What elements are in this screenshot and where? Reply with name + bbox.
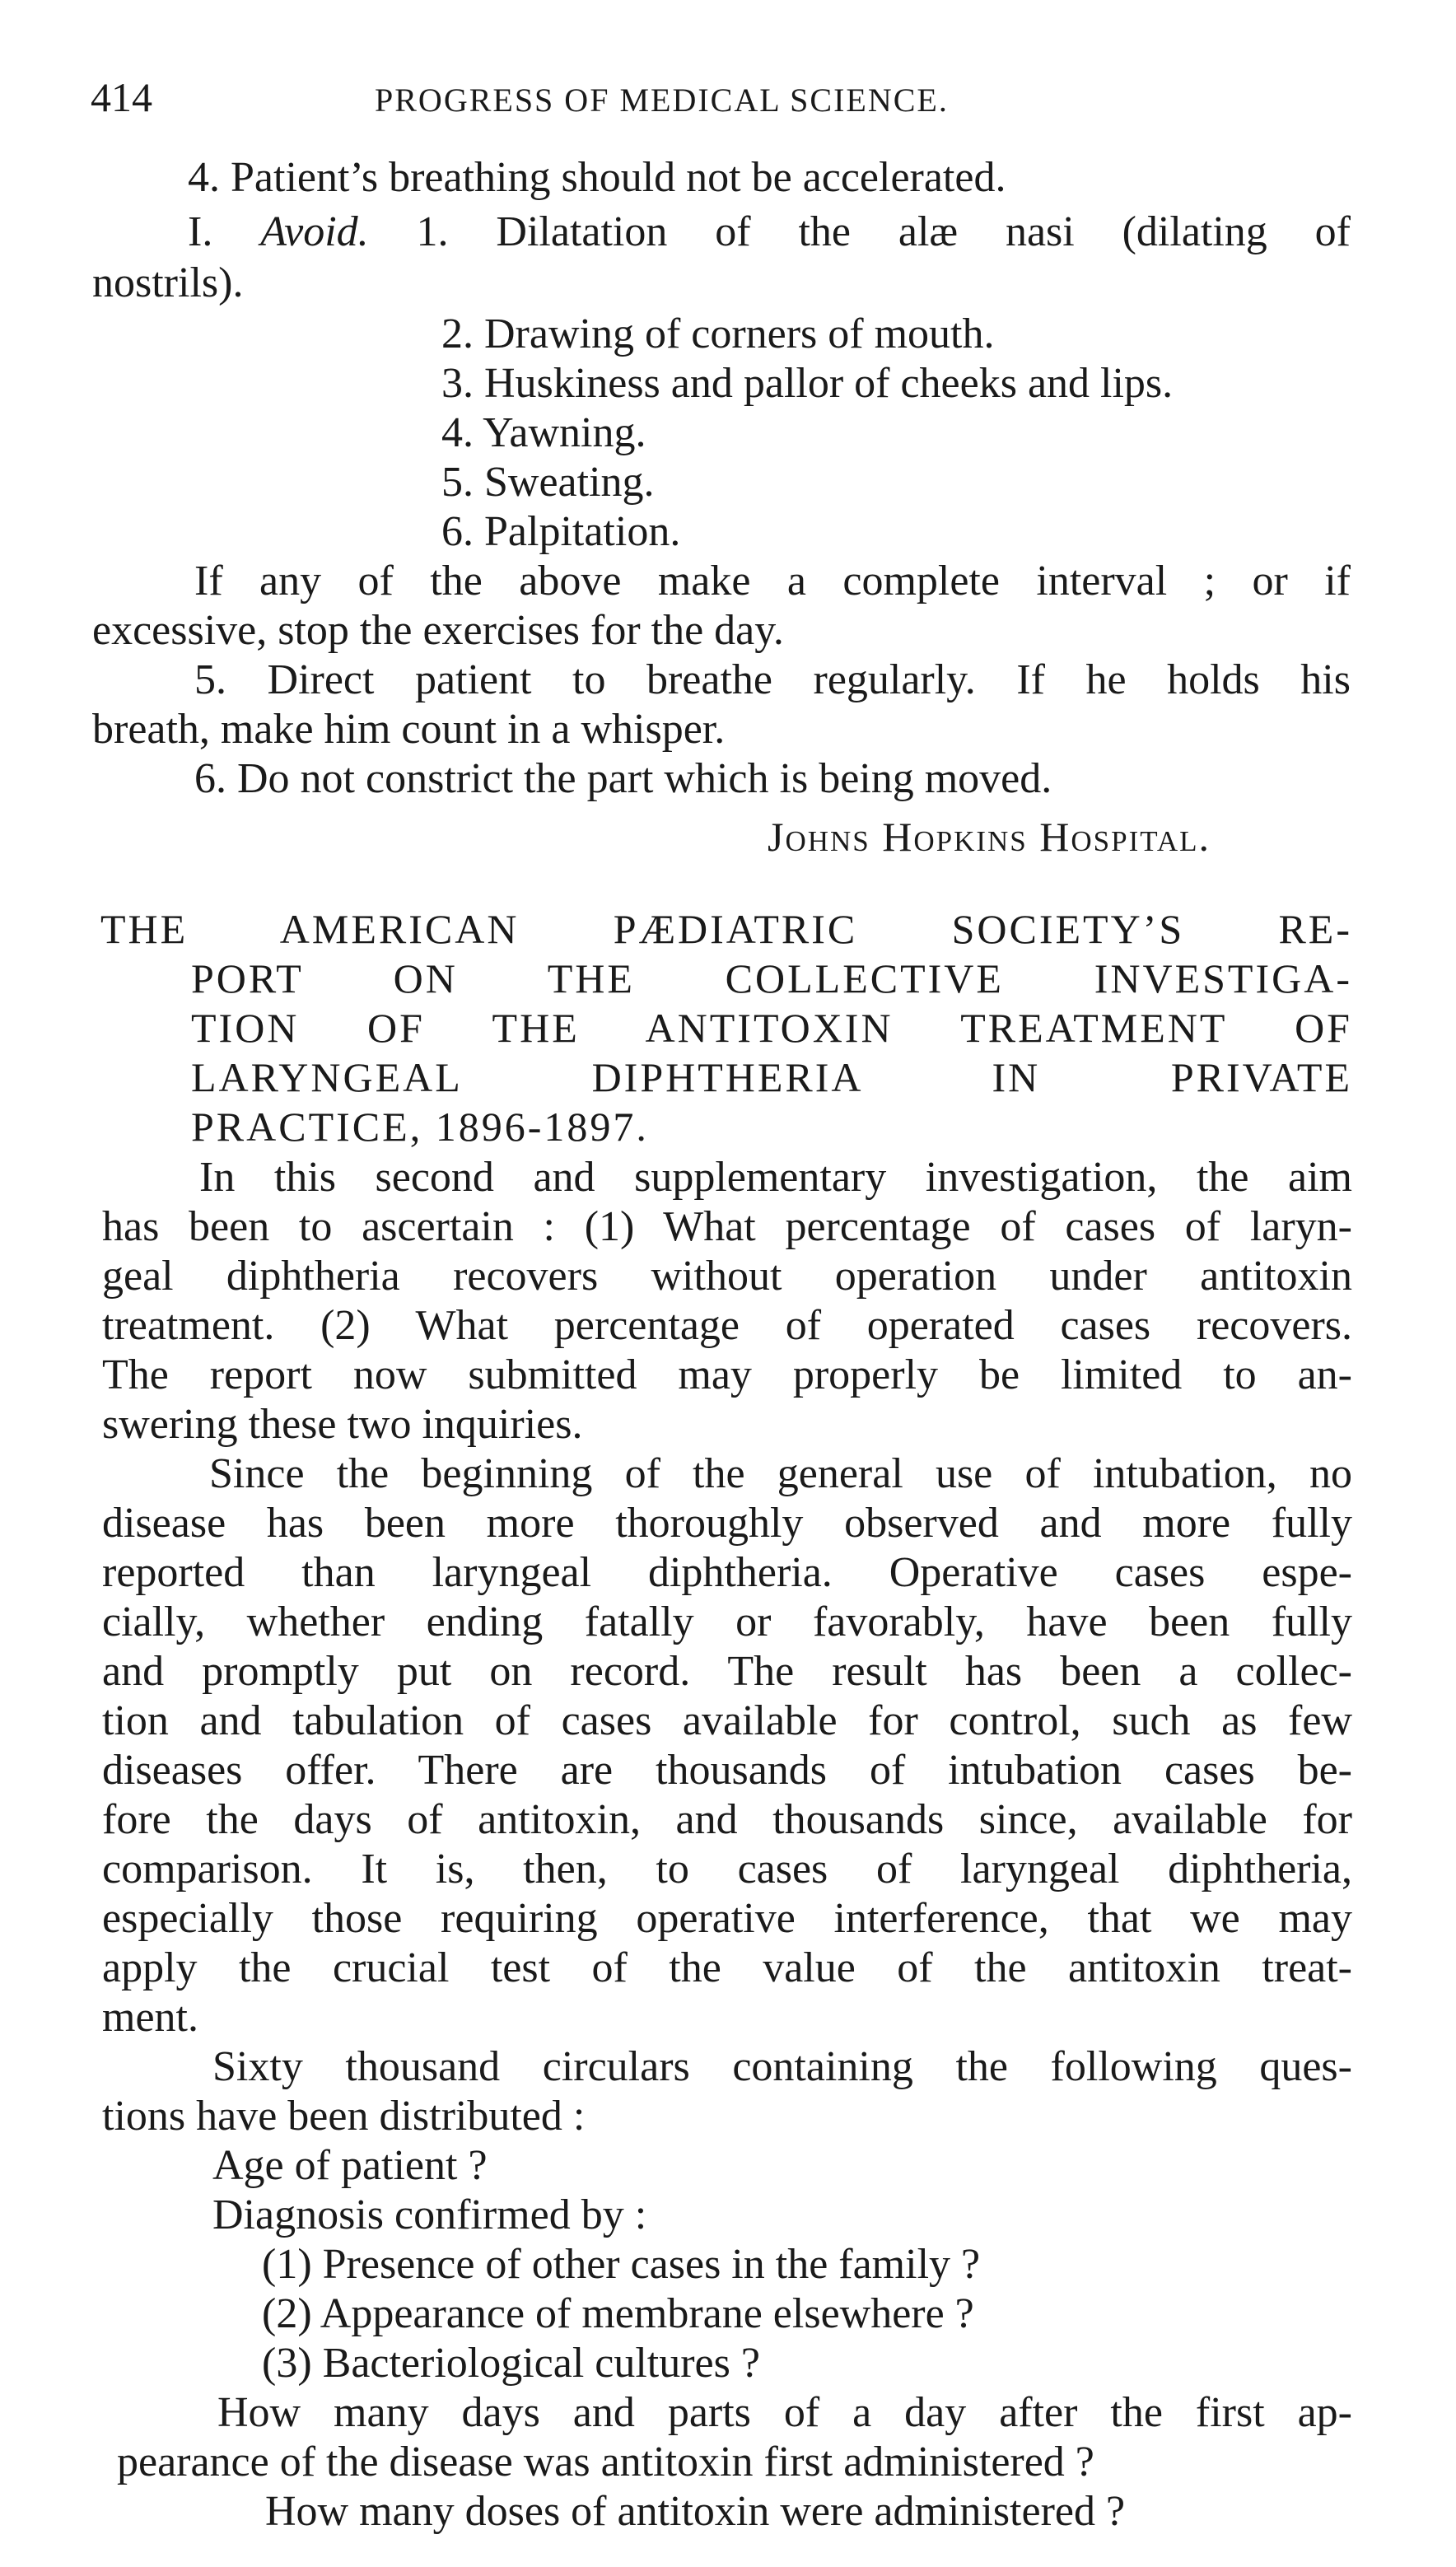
avoid-line (188, 208, 1351, 257)
paragraph-2-line: ment. (102, 1994, 198, 2041)
avoid-item: 3. Huskiness and pallor of cheeks and lips. (441, 360, 1174, 407)
question-age: Age of patient ? (212, 2142, 488, 2189)
paragraph-2-line: and promptly put on record. The result has been a collec- (102, 1648, 1352, 1695)
paragraph-1-line: The report now submitted may properly be limited to an- (102, 1351, 1352, 1398)
interval-note-line-1: If any of the above make a complete interval ; or if (194, 558, 1351, 604)
paragraph-2-line: disease has been more thoroughly observed and more fully (102, 1500, 1352, 1547)
avoid-item: 4. Yawning. (441, 409, 646, 456)
paragraph-2-line: tion and tabulation of cases available for control, such as few (102, 1697, 1352, 1744)
rule-5-line-1: 5. Direct patient to breathe regularly. If he holds his (194, 656, 1351, 703)
question-days-line-2: pearance of the disease was antitoxin first administered ? (117, 2439, 1094, 2485)
article-title-line: THE AMERICAN PÆDIATRIC SOCIETY’S RE- (100, 906, 1352, 952)
paragraph-2-line: reported than laryngeal diphtheria. Operative cases espe- (102, 1549, 1352, 1596)
rule-5-line-2: breath, make him count in a whisper. (92, 706, 726, 753)
diagnosis-item: (2) Appearance of membrane elsewhere ? (262, 2290, 974, 2337)
article-title-line: PORT ON THE COLLECTIVE INVESTIGA- (191, 955, 1352, 1001)
avoid-item-1-continued: nostrils). (92, 259, 244, 306)
interval-note-line-2: excessive, stop the exercises for the day. (92, 607, 784, 654)
avoid-prefix: I. (188, 208, 213, 255)
paragraph-2-line: especially those requiring operative interference, that we may (102, 1895, 1352, 1942)
rule-6: 6. Do not constrict the part which is being moved. (194, 755, 1052, 802)
paragraph-2-line: cially, whether ending fatally or favorably, have been fully (102, 1599, 1352, 1645)
paragraph-2-line: diseases offer. There are thousands of intubation cases be- (102, 1747, 1352, 1794)
avoid-item-1: 1. Dilatation of the alæ nasi (dilating of (416, 208, 1351, 255)
paragraph-2-line: fore the days of antitoxin, and thousands since, available for (102, 1796, 1352, 1843)
page-header (91, 72, 1357, 122)
paragraph-3-line: tions have been distributed : (102, 2093, 586, 2140)
paragraph-1-line: geal diphtheria recovers without operation under antitoxin (102, 1253, 1352, 1300)
diagnosis-item: (1) Presence of other cases in the family ? (262, 2241, 981, 2288)
running-head: PROGRESS OF MEDICAL SCIENCE. (375, 82, 949, 119)
question-doses: How many doses of antitoxin were administered ? (265, 2488, 1126, 2535)
paragraph-1-line: treatment. (2) What percentage of operated cases recovers. (102, 1302, 1352, 1349)
paragraph-2-line: Since the beginning of the general use of intubation, no (209, 1450, 1352, 1497)
diagnosis-item: (3) Bacteriological cultures ? (262, 2340, 760, 2387)
question-days-line-1: How many days and parts of a day after the first ap- (217, 2389, 1352, 2436)
article-title-line: PRACTICE, 1896-1897. (191, 1104, 649, 1150)
avoid-item: 5. Sweating. (441, 459, 655, 506)
paragraph-1-line: has been to ascertain : (1) What percentage of cases of laryn- (102, 1203, 1352, 1250)
paragraph-3-line: Sixty thousand circulars containing the following ques- (212, 2043, 1352, 2090)
page-number: 414 (91, 74, 152, 120)
avoid-word: Avoid. (260, 208, 369, 255)
paragraph-1-line: swering these two inquiries. (102, 1401, 583, 1448)
paragraph-2-line: apply the crucial test of the value of the antitoxin treat- (102, 1944, 1352, 1991)
article-title-line: LARYNGEAL DIPHTHERIA IN PRIVATE (191, 1054, 1352, 1100)
paragraph-2-line: comparison. It is, then, to cases of laryngeal diphtheria, (102, 1846, 1352, 1893)
rule-4: 4. Patient’s breathing should not be accelerated. (188, 154, 1006, 201)
attribution: Johns Hopkins Hospital. (768, 814, 1211, 860)
avoid-item: 6. Palpitation. (441, 508, 681, 555)
question-diagnosis: Diagnosis confirmed by : (212, 2191, 647, 2238)
article-title-line: TION OF THE ANTITOXIN TREATMENT OF (191, 1005, 1352, 1051)
avoid-item: 2. Drawing of corners of mouth. (441, 310, 995, 357)
paragraph-1-line: In this second and supplementary investigation, the aim (199, 1154, 1352, 1201)
